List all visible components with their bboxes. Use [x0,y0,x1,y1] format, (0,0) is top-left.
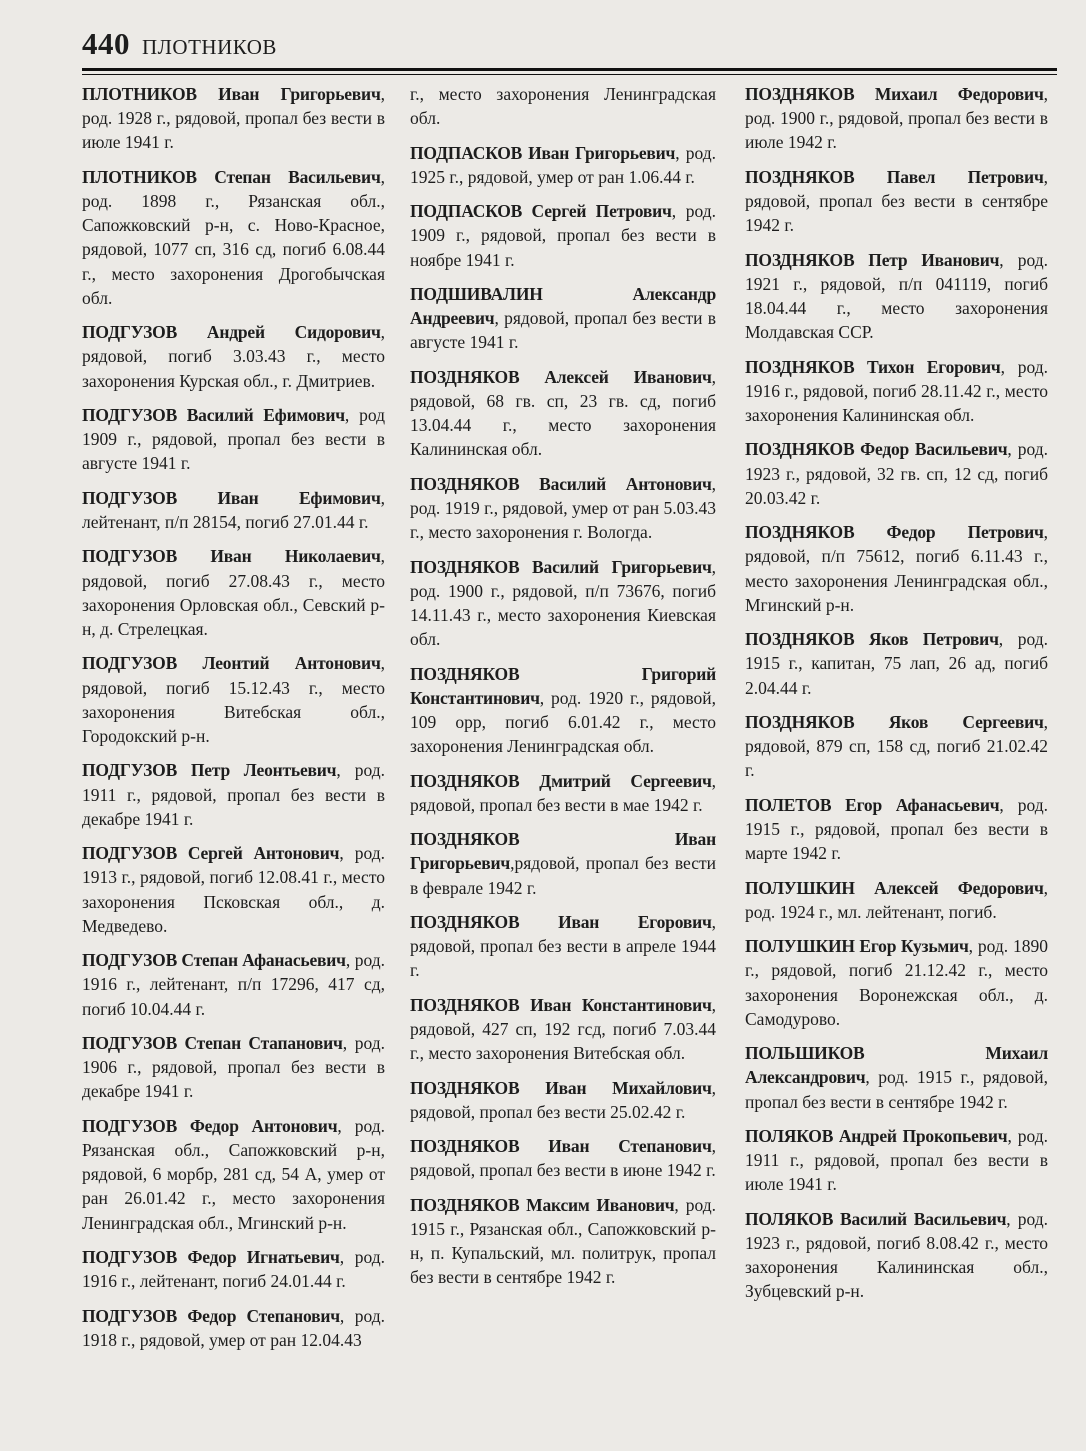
entry-text: , род. 1916 г., рядовой, погиб 28.11.42 г., место захоронения Калининская обл. [745,356,1048,425]
entry-name: ПОДГУЗОВ Сергей Антонович [82,843,340,864]
entry-name: ПОЗДНЯКОВ Павел Петрович [745,166,1044,187]
entry [410,282,716,355]
entry-name: ПОЗДНЯКОВ Иван Константинович [410,994,712,1015]
entry-text: , род. 1890 г., рядовой, погиб 21.12.42 г., место захоронения Воронежская обл., д. Самодурово. [745,936,1048,1029]
entry-text: , род 1909 г., рядовой, пропал без вести в августе 1941 г. [82,405,385,474]
entry-text: , род. 1911 г., рядовой, пропал без вести в декабре 1941 г. [82,760,385,829]
entry [745,520,1048,617]
entry [82,403,385,476]
entry-text: , род. 1916 г., лейтенант, погиб 24.01.44 г. [82,1246,385,1292]
entry-text: , рядовой, пропал без вести в апреле 1944 г. [410,911,716,981]
entry-name: ПОДГУЗОВ Федор Игнатьевич [82,1246,340,1267]
entry-text: , род. 1911 г., рядовой, пропал без вести в июле 1941 г. [745,1125,1048,1195]
entry [745,627,1048,700]
header-rule-thick [82,68,1057,71]
entry-name: ПОДГУЗОВ Петр Леонтьевич [82,760,337,781]
entry-name: ПОДГУЗОВ Иван Ефимович [82,487,381,508]
entry-text: , рядовой, 427 сп, 192 гсд, погиб 7.03.44 г., место захоронения Витебская обл. [410,994,716,1064]
entry-name: ПОЛЕТОВ Егор Афанасьевич [745,794,1000,815]
entry-text: , род. 1898 г., Рязанская обл., Сапожковский р-н, с. Ново-Красное, рядовой, 1077 сп, 316 сд, погиб 6.08.44 г., место захоронения Дрогобычская обл. [82,166,385,308]
text-column-3 [745,82,1048,1314]
entry [82,165,385,310]
entry-name: ПОЗДНЯКОВ Петр Иванович [745,249,1000,270]
entry-name: ПОЗДНЯКОВ Федор Петрович [745,522,1044,543]
entry-text: , род. 1923 г., рядовой, 32 гв. сп, 12 сд, погиб 20.03.42 г. [745,439,1048,508]
entry-name: ПОЗДНЯКОВ Иван Григорьевич [410,829,716,874]
entry [410,82,716,130]
entry-name: ПОЗДНЯКОВ Григорий Константинович [410,663,716,708]
page-number: 440 [82,26,130,61]
entry-text: , род. 1916 г., лейтенант, п/п 17296, 417 сд, погиб 10.04.44 г. [82,950,385,1019]
entry-text: , рядовой, пропал без вести 25.02.42 г. [410,1077,716,1122]
entry-name: ПОЗДНЯКОВ Максим Иванович [410,1194,675,1215]
entry-name: ПОЛЯКОВ Андрей Прокопьевич [745,1125,1008,1146]
entry-text: , род. Рязанская обл., Сапожковский р-н, рядовой, 6 морбр, 281 сд, 54 А, умер от ран 26.01.42 г., место захоронения Ленинградская обл., Мгинский р-н. [82,1115,385,1233]
entry [745,1041,1048,1114]
text-column-2 [410,82,716,1300]
entry-text: , рядовой, погиб 3.03.43 г., место захоронения Курская обл., г. Дмитриев. [82,322,385,391]
entry-text: , рядовой, пропал без вести в августе 1941 г. [410,308,716,353]
entry-text: , рядовой, погиб 15.12.43 г., место захоронения Витебская обл., Городокский р-н. [82,653,385,746]
entry [82,758,385,831]
entry-name: ПОЛЬШИКОВ Михаил Александрович [745,1043,1048,1088]
entry-text: , рядовой, погиб 27.08.43 г., место захоронения Орловская обл., Севский р-н, д. Стрелецкая. [82,546,385,639]
text-column-1 [82,82,385,1362]
entry-name: ПОДГУЗОВ Василий Ефимович [82,405,345,425]
entry-text: , рядовой, пропал без вести в сентябре 1942 г. [745,166,1048,236]
entry-name: ПОЗДНЯКОВ Иван Степанович [410,1136,712,1157]
entry-name: ПОЗДНЯКОВ Федор Васильевич [745,439,1008,460]
entry-text: , род. 1909 г., рядовой, пропал без вести в ноябре 1941 г. [410,201,716,270]
entry-name: ПОДГУЗОВ Андрей Сидорович [82,322,381,343]
entry [410,1193,716,1290]
entry-text: , род. 1925 г., рядовой, умер от ран 1.06.44 г. [410,142,716,187]
entry-name: ПОЛЯКОВ Василий Васильевич [745,1208,1007,1229]
entry-text: , род. 1906 г., рядовой, пропал без вести в декабре 1941 г. [82,1032,385,1102]
entry [82,82,385,155]
entry-name: ПЛОТНИКОВ Иван Григорьевич [82,84,381,104]
entry [82,544,385,641]
entry-name: ПОДГУЗОВ Иван Николаевич [82,546,381,567]
entry [410,555,716,652]
entry-name: ПОДГУЗОВ Леонтий Антонович [82,653,381,674]
entry-text: , род. 1920 г., рядовой, 109 орр, погиб 6.01.42 г., место захоронения Ленинградская обл. [410,687,716,757]
entry-name: ПОЗДНЯКОВ Михаил Федорович [745,84,1044,104]
entry-text: , род. 1913 г., рядовой, погиб 12.08.41 г., место захоронения Псковская обл., д. Медведево. [82,843,386,936]
entry-text: , род. 1919 г., рядовой, умер от ран 5.03.43 г., место захоронения г. Вологда. [410,473,716,543]
entry-name: ПОЗДНЯКОВ Яков Петрович [745,629,999,650]
page-header [82,26,1052,70]
entry-name: ПОЗДНЯКОВ Иван Михайлович [410,1077,712,1098]
entry [745,1207,1048,1304]
entry-text: , рядовой, п/п 75612, погиб 6.11.43 г., место захоронения Ленинградская обл., Мгинский р-н. [745,522,1048,615]
entry [410,827,716,900]
entry-text: г., место захоронения Ленинградская обл. [410,84,716,129]
entry-text: , род. 1921 г., рядовой, п/п 041119, погиб 18.04.44 г., место захоронения Молдавская ССР. [745,249,1048,343]
entry [410,1134,716,1182]
entry [82,320,385,393]
entry-name: ПОЗДНЯКОВ Алексей Иванович [410,366,712,387]
entry-name: ПОЛУШКИН Алексей Федорович [745,877,1044,898]
entry-name: ПОЗДНЯКОВ Иван Егорович [410,911,712,932]
entry-text: , род. 1924 г., мл. лейтенант, погиб. [745,877,1048,922]
entry [82,948,385,1021]
entry-text: , род. 1900 г., рядовой, пропал без вести в июле 1942 г. [745,84,1048,153]
entry [82,1245,385,1293]
entry-name: ПОДГУЗОВ Федор Антонович [82,1115,338,1136]
entry-text: , род. 1915 г., рядовой, пропал без вести в марте 1942 г. [745,794,1048,864]
entry [410,769,716,817]
entry [745,165,1048,238]
entry [745,710,1048,783]
entry [410,365,716,462]
entry [410,1076,716,1124]
entry [82,1114,385,1235]
entry-name: ПОДГУЗОВ Степан Афанасьевич [82,950,346,971]
entry [745,876,1048,924]
entry [745,437,1048,510]
entry-text: , род. 1928 г., рядовой, пропал без вести в июле 1941 г. [82,84,385,153]
entry-text: , рядовой, пропал без вести в мае 1942 г. [410,770,716,815]
entry-text: , рядовой, пропал без вести в июне 1942 г. [410,1136,716,1181]
entry-name: ПОДГУЗОВ Федор Степанович [82,1305,340,1326]
entry-text: , рядовой, 879 сп, 158 сд, погиб 21.02.42 г. [745,711,1048,781]
entry [745,1124,1048,1197]
entry [745,82,1048,155]
entry-name: ПОЗДНЯКОВ Дмитрий Сергеевич [410,770,712,791]
entry-text: , род. 1923 г., рядовой, погиб 8.08.42 г., место захоронения Калининская обл., Зубцевский р-н. [745,1208,1048,1302]
entry-text: , рядовой, 68 гв. сп, 23 гв. сд, погиб 13.04.44 г., место захоронения Калининская обл. [410,366,716,460]
entry-name: ПОЛУШКИН Егор Кузьмич [745,936,969,957]
entry [82,1031,385,1104]
entry-text: , род. 1915 г., рядовой, пропал без вести в сентябре 1942 г. [745,1067,1048,1112]
entry [410,199,716,272]
entry [410,662,716,759]
entry [82,651,385,748]
entry [745,793,1048,866]
entry [410,472,716,545]
entry [82,1304,385,1352]
entry [410,141,716,189]
entry [82,486,385,534]
entry-text: , род. 1900 г., рядовой, п/п 73676, погиб 14.11.43 г., место захоронения Киевская обл. [410,556,716,650]
entry [410,993,716,1066]
header-rule-thin [82,74,1057,75]
entry [745,934,1048,1031]
entry-name: ПЛОТНИКОВ Степан Васильевич [82,166,381,187]
entry [82,841,385,938]
entry-text: , род. 1915 г., капитан, 75 лап, 26 ад, погиб 2.04.44 г. [745,629,1048,698]
entry-name: ПОДПАСКОВ Иван Григорьевич [410,142,676,163]
entry-name: ПОЗДНЯКОВ Василий Антонович [410,473,712,494]
entry-text: , род. 1918 г., рядовой, умер от ран 12.04.43 [82,1305,385,1350]
entry-name: ПОДШИВАЛИН Александр Андреевич [410,283,716,329]
entry [410,910,716,983]
entry-text: , род. 1915 г., Рязанская обл., Сапожковский р-н, п. Купальский, мл. политрук, пропал без вести в сентябре 1942 г. [410,1194,716,1288]
entry-name: ПОЗДНЯКОВ Тихон Егорович [745,356,1001,377]
entry [745,355,1048,428]
entry-name: ПОЗДНЯКОВ Яков Сергеевич [745,711,1044,732]
entry-text: , лейтенант, п/п 28154, погиб 27.01.44 г. [82,487,385,532]
entry-name: ПОДПАСКОВ Сергей Петрович [410,201,672,222]
entry-text: ,рядовой, пропал без вести в феврале 1942 г. [410,853,716,898]
running-head: ПЛОТНИКОВ [142,35,277,59]
entry [745,248,1048,345]
entry-name: ПОДГУЗОВ Степан Стапанович [82,1032,343,1053]
entry-name: ПОЗДНЯКОВ Василий Григорьевич [410,556,712,577]
